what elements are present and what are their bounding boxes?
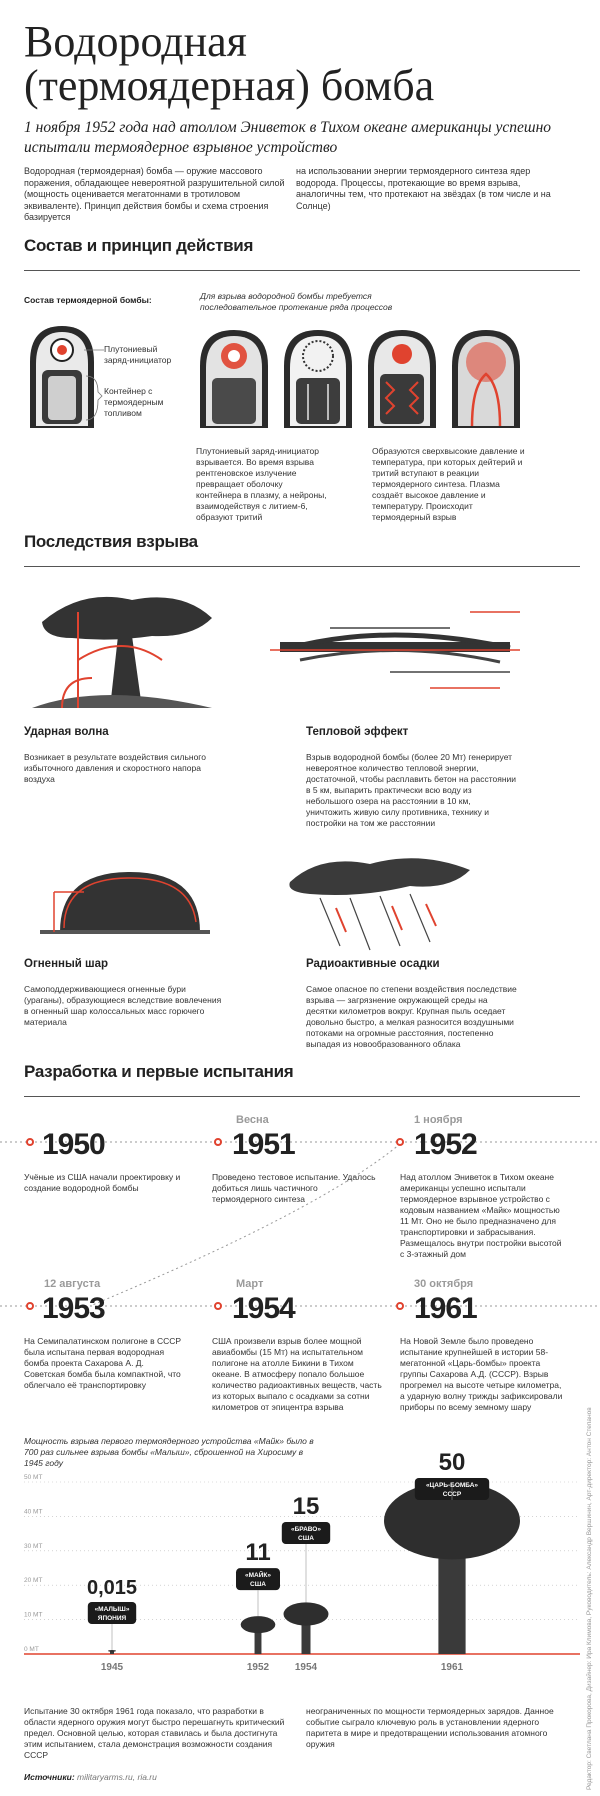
chart-badge-country: ЯПОНИЯ — [97, 1615, 127, 1622]
effect-title-thermal: Тепловой эффект — [306, 726, 409, 738]
chart-badge-name: «БРАВО» — [291, 1526, 321, 1533]
chart-y-tick: 30 МТ — [24, 1542, 43, 1550]
label-initiator: Плутониевый заряд-инициатор — [104, 344, 172, 365]
process-step-1: Плутониевый заряд-инициатор взрывается. Во время взрыва рентгеновское излучение превращает оболочку контейнера в плазму, а нейроны, взаимодействуя с литием-6, образуют тритий — [196, 446, 327, 522]
timeline-text-1954: США произвели взрыв более мощной авиабомбы (15 Мт) на испытательном полигоне на атолле Бикини в Тихом океане. В атмосферу попало большое количество радиоактивных веществ, часть из которых выпало с осадками за сотни километров от эпицентра взрыва — [212, 1336, 382, 1412]
timeline-dot — [396, 1302, 404, 1310]
timeline-date-1954: Март — [236, 1278, 264, 1290]
timeline-dot — [396, 1138, 404, 1146]
yield-chart — [0, 1440, 590, 1680]
process-step-2: Образуются сверхвысокие давление и температура, при которых дейтерий и тритий вступают в реакции термоядерного синтеза. Плазма создаёт высокое давление и температуру. Происходит термоядерный взрыв — [372, 446, 525, 522]
timeline-text-1961: На Новой Земле было проведено испытание крупнейшей в истории 58-мегатонной «Царь-бомбы» проекта группы Сахарова А.Д. (СССР). Взрыв прогремел на высоте четыре километра, а ударную волну трижды зафиксировали приборы по всему земному шару — [400, 1336, 563, 1412]
chart-x-tick: 1952 — [246, 1662, 270, 1673]
explosion-process-illustrations — [196, 326, 526, 430]
page-title: Водородная (термоядерная) бомба — [24, 17, 435, 110]
timeline-dot — [214, 1138, 222, 1146]
sources — [24, 1772, 157, 1783]
chart-badge-country: США — [298, 1535, 314, 1542]
process-note: Для взрыва водородной бомбы требуется последовательное протекание ряда процессов — [200, 291, 393, 312]
effect-text-shock-wave: Возникает в результате воздействия сильного избыточного давления и скоростного напора воздуха — [24, 752, 206, 784]
section-heading-consequences: Последствия взрыва — [24, 532, 198, 551]
chart-mushroom-cap — [241, 1616, 276, 1633]
chart-value-label: 15 — [292, 1493, 320, 1520]
chart-badge-name: «МАЛЫШ» — [94, 1606, 130, 1613]
timeline-date-1953: 12 августа — [44, 1278, 101, 1290]
chart-mushroom-cap — [108, 1650, 116, 1652]
chart-note: Мощность взрыва первого термоядерного устройства «Майк» было в 700 раз сильнее взрыва бомбы «Малыш», сброшенной на Хиросиму в 1945 году — [24, 1436, 314, 1468]
footer-right: неограниченных по мощности термоядерных зарядов. Данное событие сыграло ключевую роль в установлении ядерного паритета в мире и предотвращении использования атомного оружия — [306, 1706, 554, 1749]
divider — [24, 270, 580, 271]
timeline-text-1951: Проведено тестовое испытание. Удалось добиться лишь частичного термоядерного синтеза — [212, 1172, 376, 1204]
fireball-illustration — [40, 852, 210, 950]
timeline-year-1961: 1961 — [414, 1292, 477, 1325]
shock-wave-illustration — [22, 582, 222, 714]
chart-badge-country: США — [250, 1581, 266, 1589]
sources-label: Источники: — [24, 1772, 75, 1782]
effect-text-fallout: Самое опасное по степени воздействия последствие взрыва — загрязнение окружающей среды на десятки километров вокруг. Крупная пыль оседает довольно быстро, а мелкая разносится воздушными потоками на огромные расстояния, постепенно выпадая из новообразованного облака — [306, 984, 517, 1049]
timeline-year-1951: 1951 — [232, 1128, 295, 1161]
timeline-text-1952: Над атоллом Эниветок в Тихом океане американцы успешно испытали термоядерное взрывное устройство с кодовым названием «Майк» мощностью 11 Мт. Оно не было предназначено для транспортировки и забрасывания. Размещалось внутри постройки высотой с 3-этажный дом — [400, 1172, 562, 1259]
chart-x-tick: 1945 — [100, 1662, 124, 1673]
chart-value-label: 0,015 — [86, 1577, 138, 1599]
chart-y-tick: 40 МТ — [24, 1508, 43, 1516]
chart-y-tick: 10 МТ — [24, 1611, 43, 1619]
footer-left: Испытание 30 октября 1961 года показало, что разработки в области ядерного оружия могут быстро перешагнуть критический предел. Основной целью, которая ставилась и была достигнута этим испытанием, стала демонстрация возможности создания СССР — [24, 1706, 285, 1760]
chart-y-tick: 50 МТ — [24, 1474, 43, 1481]
composition-label: Состав термоядерной бомбы: — [24, 295, 152, 305]
label-container: Контейнер с термоядерным топливом — [104, 386, 164, 418]
sources-value: militaryarms.ru, ria.ru — [77, 1772, 157, 1782]
lead-text: 1 ноября 1952 года над атоллом Эниветок в Тихом океане американцы успешно испытали термоядерное взрывное устройство — [24, 119, 552, 156]
timeline-text-1953: На Семипалатинском полигоне в СССР была испытана первая водородная бомба проекта Сахарова А. Д. Советская бомба была компактной, что облегчало её транспортировку — [24, 1336, 182, 1390]
chart-x-tick: 1961 — [440, 1662, 464, 1673]
chart-y-tick: 20 МТ — [24, 1577, 43, 1585]
timeline-dot — [26, 1302, 34, 1310]
effect-text-fireball: Самоподдерживающиеся огненные бури (ураганы), образующиеся вследствие вовлечения в огненный шар колоссальных масс горючего материала — [24, 984, 222, 1027]
section-heading-composition: Состав и принцип действия — [24, 236, 254, 255]
intro-left: Водородная (термоядерная) бомба — оружие массового поражения, обладающее невероятной разрушительной силой (мощность оценивается мегатоннами в тротиловом эквиваленте). Принцип действия бомбы и схема строения базируется — [24, 166, 285, 222]
divider — [24, 566, 580, 567]
timeline-date-1952: 1 ноября — [414, 1114, 463, 1126]
chart-x-tick: 1954 — [294, 1662, 318, 1673]
timeline-text-1950: Учёные из США начали проектировку и создание водородной бомбы — [24, 1172, 181, 1193]
credits: Редактор: Светлана Прокорова, Дизайнер: Ира Климова, Руководитель: Александр Вершинин, Арт-директор: Антон Степанов — [586, 1407, 593, 1790]
timeline-date-1961: 30 октября — [414, 1278, 474, 1290]
timeline-date-1951: Весна — [236, 1114, 269, 1126]
timeline-dot — [214, 1302, 222, 1310]
thermal-effect-illustration — [270, 582, 530, 714]
chart-badge-country: СССР — [442, 1491, 462, 1498]
timeline-year-1953: 1953 — [42, 1292, 105, 1325]
timeline-dot — [26, 1138, 34, 1146]
effect-title-fireball: Огненный шар — [24, 958, 109, 970]
chart-badge-name: «ЦАРЬ-БОМБА» — [425, 1482, 479, 1489]
chart-y-tick: 0 МТ — [24, 1646, 39, 1653]
effect-title-shock-wave: Ударная волна — [24, 726, 109, 738]
fallout-illustration — [280, 846, 480, 956]
effect-title-fallout: Радиоактивные осадки — [306, 958, 440, 970]
chart-mushroom-cap — [284, 1602, 329, 1625]
timeline-year-1952: 1952 — [414, 1128, 477, 1161]
chart-value-label: 50 — [438, 1449, 466, 1476]
section-heading-development: Разработка и первые испытания — [24, 1062, 294, 1081]
timeline-year-1954: 1954 — [232, 1292, 295, 1325]
timeline-year-1950: 1950 — [42, 1128, 105, 1161]
effect-text-thermal: Взрыв водородной бомбы (более 20 Мт) генерирует невероятное количество тепловой энергии, достаточной, чтобы расплавить бетон на расстоянии в 5 км, выпарить практически всю воду из небольшого озера на расстоянии в 10 км, уничтожить живую силу противника, технику и постройки на том же расстоянии — [306, 752, 517, 828]
chart-badge-name: «МАЙК» — [245, 1572, 271, 1580]
intro-right: на использовании энергии термоядерного синтеза ядер водорода. Процессы, протекающие во время взрыва, аналогичны тем, что протекают на звёздах (в том числе и на Солнце) — [296, 166, 551, 211]
chart-value-label: 11 — [245, 1539, 271, 1567]
divider — [24, 1096, 580, 1097]
